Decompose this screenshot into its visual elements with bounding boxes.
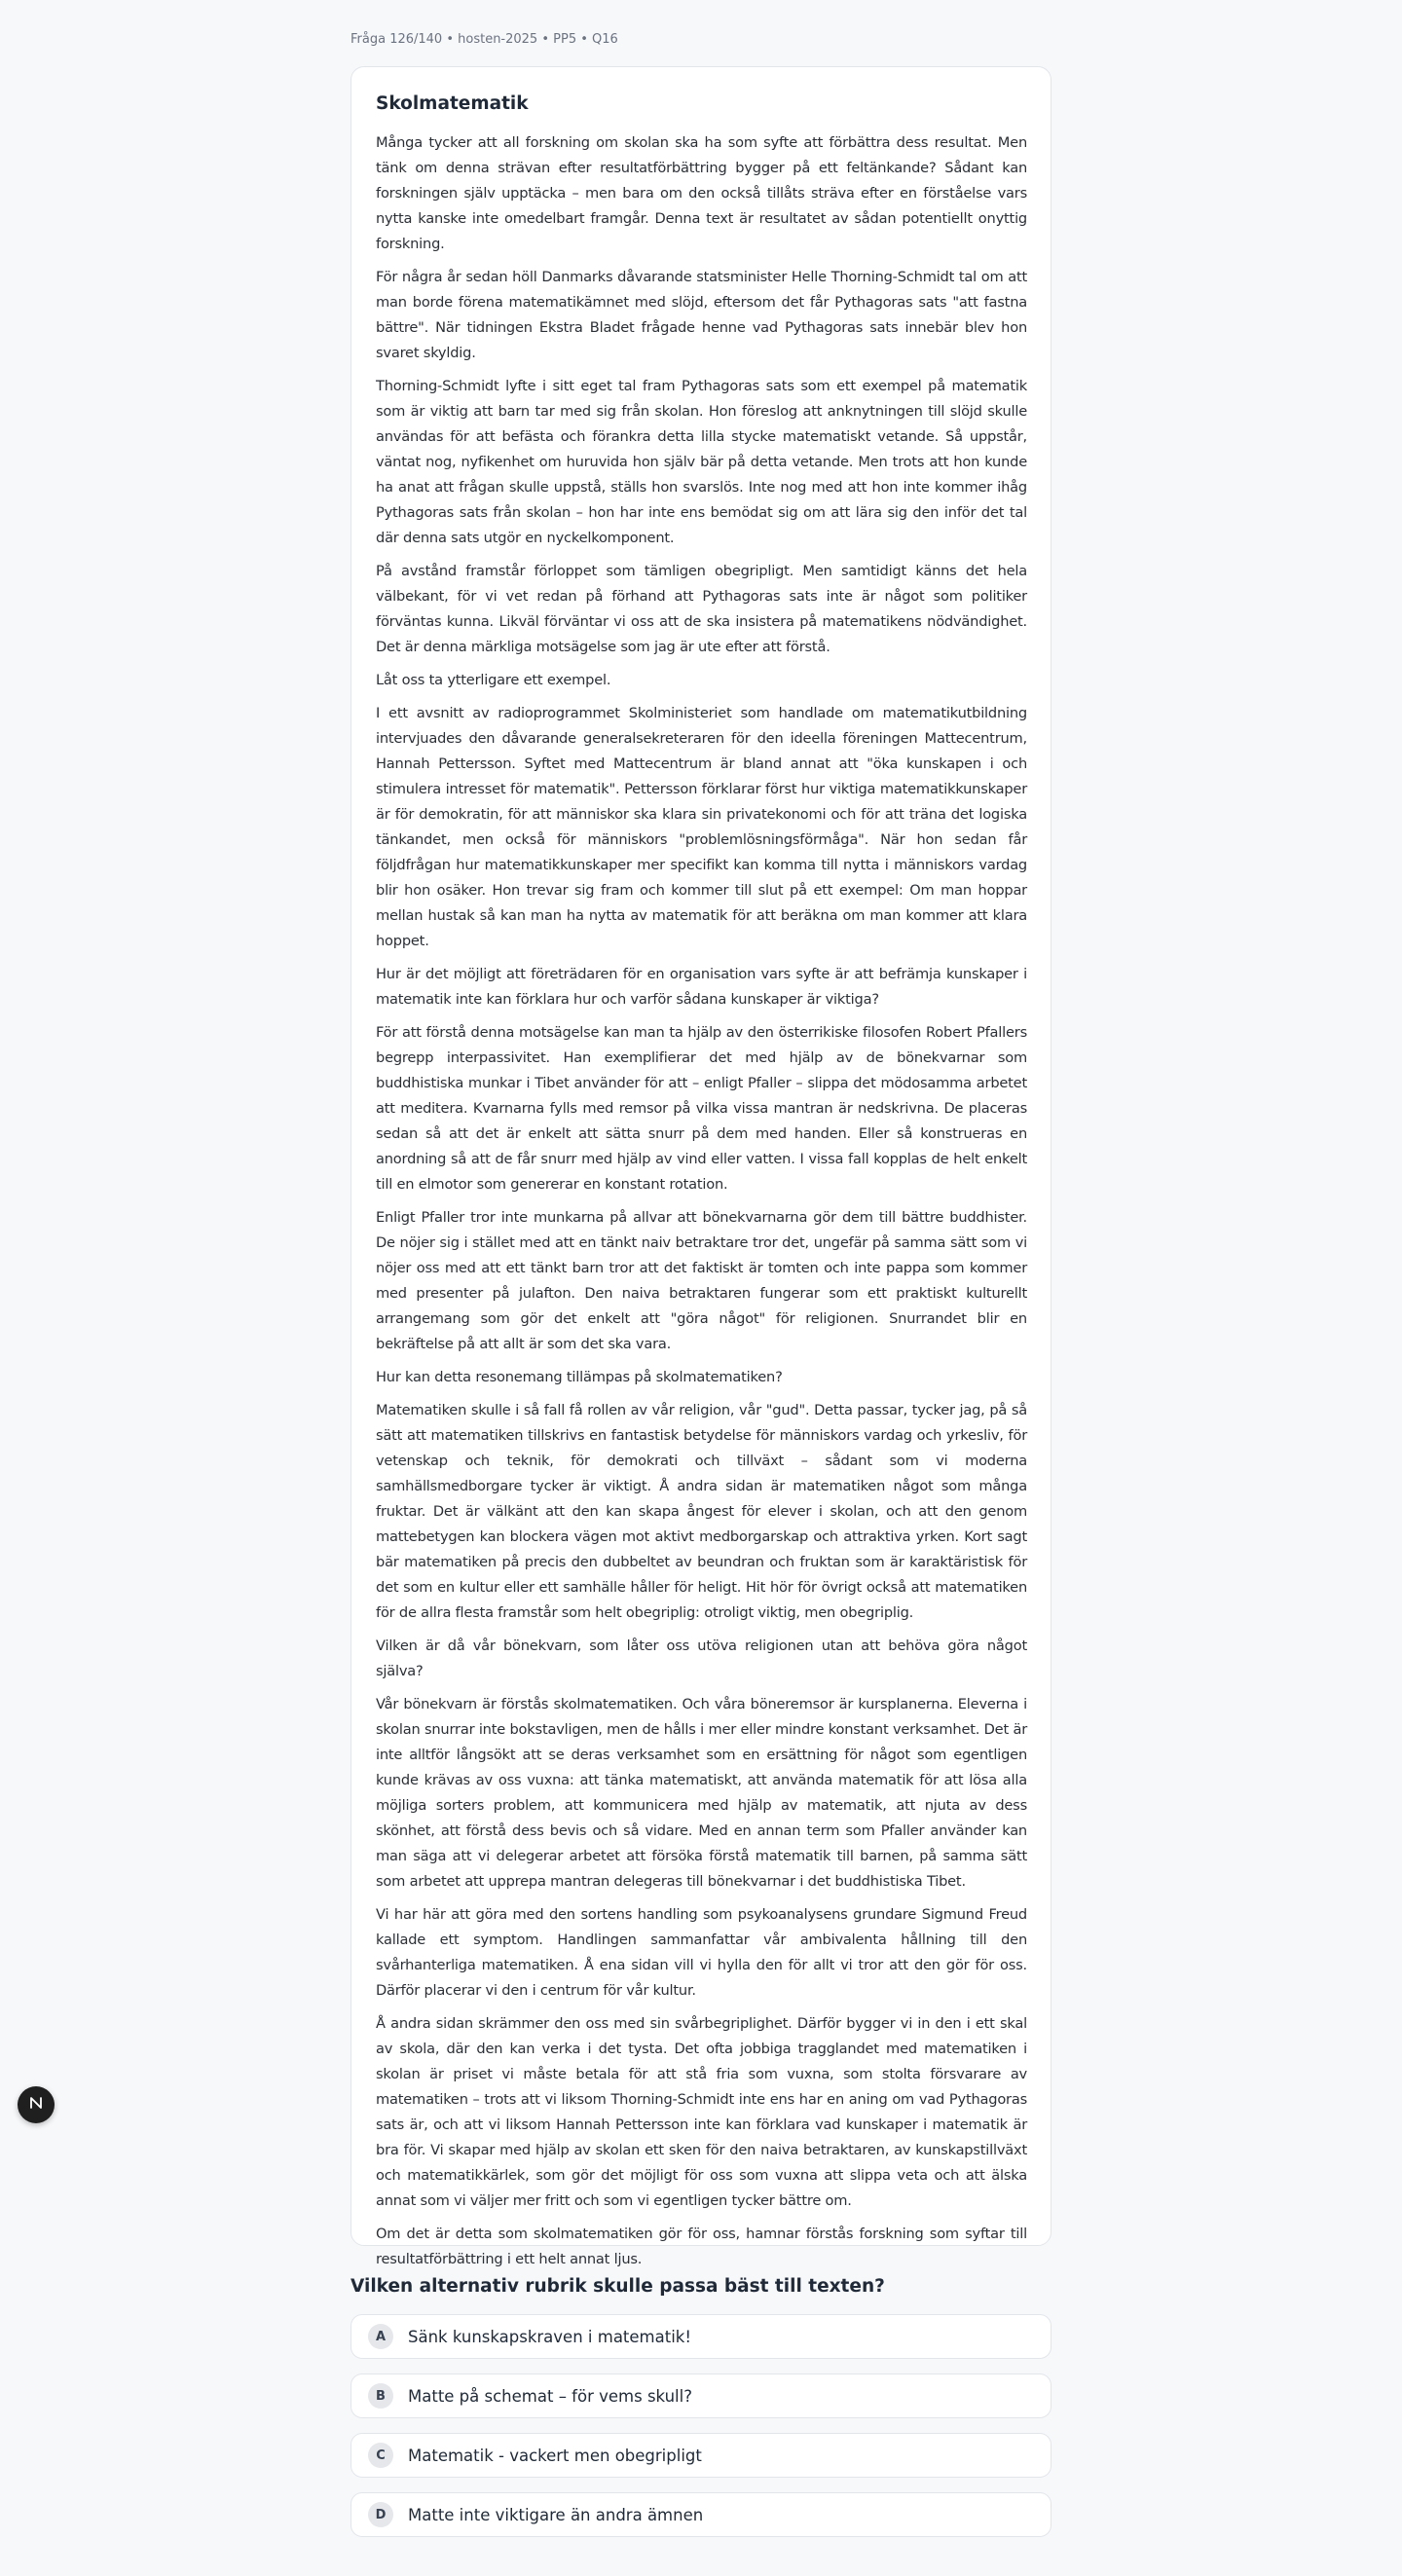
article-paragraph: Låt oss ta ytterligare ett exempel. [376,672,611,688]
article-paragraph: Hur kan detta resonemang tillämpas på skolmatematiken? [376,1369,783,1385]
article-paragraph: Enligt Pfaller tror inte munkarna på allvar att bönekvarnarna gör dem till bättre buddhister. De nöjer sig i stället med att en tänkt naiv betraktare tror det, ungefär på samma sätt som vi nöjer oss med att ett tänkt barn tror att det faktiskt är tomten och inte pappa som kommer med presenter på julafton. Den naiva betraktaren fungerar som ett praktiskt kulturellt arrangemang som gör det enkelt att "göra något" för religionen. Snurrandet blir en bekräftelse på att allt är som det ska vara. [376,1209,1027,1352]
article-paragraph: För några år sedan höll Danmarks dåvarande statsminister Helle Thorning-Schmidt tal om att man borde förena matematikämnet med slöjd, eftersom det får Pythagoras sats "att fastna bättre". När tidningen Ekstra Bladet frågade henne vad Pythagoras sats innebär blev hon svaret skyldig. [376,269,1027,361]
article-paragraph: Matematiken skulle i så fall få rollen av vår religion, vår "gud". Detta passar, tycker jag, på så sätt att matematiken tillskrivs en fantastisk betydelse för människors vardag och yrkesliv, för vetenskap och teknik, för demokrati och tillväxt – sådant som vi moderna samhällsmedborgare tycker är viktigt. Å andra sidan är matematiken något som många fruktar. Det är välkänt att den kan skapa ångest för elever i skolan, och att den genom mattebetygen kan blockera vägen mot aktivt medborgarskap och attraktiva yrken. Kort sagt bär matematiken på precis den dubbeltet av beundran och fruktan som är karaktäristisk för det som en kultur eller ett samhälle håller för heligt. Hit hör för övrigt också att matematiken för de allra flesta framstår som helt obegriplig: otroligt viktig, men obegriplig. [376,1402,1027,1621]
option-label: Matte på schemat – för vems skull? [408,2386,692,2406]
option-letter: C [368,2443,393,2468]
article-paragraph: Å andra sidan skrämmer den oss med sin svårbegriplighet. Därför bygger vi in den i ett skal av skola, där den kan verka i det tysta. Det ofta jobbiga tragglandet med matematiken i skolan är priset vi måste betala för att stå fria som vuxna, som stolta försvarare av matematiken – trots att vi liksom Thorning-Schmidt inte ens har en aning om vad Pythagoras sats är, och att vi liksom Hannah Pettersson inte kan förklara vad kunskaper i matematik är bra för. Vi skapar med hjälp av skolan ett sken för den naiva betraktaren, av kunskapstillväxt och matematikkärlek, som gör det möjligt för oss som vuxna att slippa veta och att älska annat som vi väljer mer fritt och som vi egentligen tycker bättre om. [376,2015,1027,2209]
answer-options [350,2314,1052,2537]
option-label: Matematik - vackert men obegripligt [408,2446,702,2465]
article-paragraph: På avstånd framstår förloppet som tämligen obegripligt. Men samtidigt känns det hela välbekant, för vi vet redan på förhand att Pythagoras sats inte är något som politiker förväntas kunna. Likväl förväntar vi oss att de ska insistera på matematikens nödvändighet. Det är denna märkliga motsägelse som jag är ute efter att förstå. [376,563,1027,655]
article-paragraph: Om det är detta som skolmatematiken gör för oss, hamnar förstås forskning som syftar till resultatförbättring i ett helt annat ljus. [376,2226,1027,2267]
option-c[interactable] [350,2433,1052,2478]
option-label: Matte inte viktigare än andra ämnen [408,2505,704,2524]
article-paragraph: Vilken är då vår bönekvarn, som låter oss utöva religionen utan att behöva göra något själva? [376,1638,1027,1679]
article-body [376,130,1027,2272]
article-paragraph: Vår bönekvarn är förstås skolmatematiken. Och våra böneremsor är kursplanerna. Eleverna i skolan snurrar inte bokstavligen, men de hålls i mer eller mindre konstant verksamhet. Det är inte alltför långsökt att se deras verksamhet som en ersättning för något som egentligen kunde krävas av oss vuxna: att tänka matematiskt, att använda matematik för att lösa alla möjliga sorters problem, att kommunicera med hjälp av matematik, att njuta av dess skönhet, att förstå dess bevis och så vidare. Med en annan term som Pfaller använder kan man säga att vi delegerar arbetet att försöka förstå matematik till barnen, på samma sätt som arbetet att upprepa mantran delegeras till bönekvarnar i det buddhistiska Tibet. [376,1696,1027,1890]
question-text: Vilken alternativ rubrik skulle passa bäst till texten? [350,2276,885,2297]
article-paragraph: Vi har här att göra med den sortens handling som psykoanalysens grundare Sigmund Freud kallade ett symptom. Handlingen sammanfattar vår ambivalenta hållning till den svårhanterliga matematiken. Å ena sidan vill vi hylla den för allt vi tror att den gör för oss. Därför placerar vi den i centrum för vår kultur. [376,1906,1027,1999]
article-paragraph: I ett avsnitt av radioprogrammet Skolministeriet som handlade om matematikutbildning intervjuades den dåvarande generalsekreteraren för den ideella föreningen Mattecentrum, Hannah Pettersson. Syftet med Mattecentrum är bland annat att "öka kunskapen i och stimulera intresset för matematik". Pettersson förklarar först hur viktiga matematikkunskaper är för demokratin, för att människor ska klara sin privatekonomi och för att träna det logiska tänkandet, men också för människors "problemlösningsförmåga". När hon sedan får följdfrågan hur matematikkunskaper mer specifikt kan komma till nytta i människors vardag blir hon osäker. Hon trevar sig fram och kommer till slut på ett exempel: Om man hoppar mellan hustak så kan man ha nytta av matematik för att beräkna om man kommer att klara hoppet. [376,705,1027,949]
option-letter: A [368,2324,393,2349]
option-b[interactable] [350,2374,1052,2418]
article-paragraph: För att förstå denna motsägelse kan man ta hjälp av den österrikiske filosofen Robert Pfallers begrepp interpassivitet. Han exemplifierar det med hjälp av de bönekvarnar som buddhistiska munkar i Tibet använder för att – enligt Pfaller – slippa det mödosamma arbetet att meditera. Kvarnarna fylls med remsor på vilka vissa mantran är nedskrivna. De placeras sedan så att det är enkelt att sätta snurr på dem med handen. Eller så konstrueras en anordning så att de får snurr med hjälp av vind eller vatten. I vissa fall kopplas de helt enkelt till en elmotor som genererar en konstant rotation. [376,1024,1027,1193]
option-d[interactable] [350,2492,1052,2537]
main-column [350,0,1052,2552]
assistant-button[interactable] [18,2086,55,2123]
question-meta: Fråga 126/140 • hosten-2025 • PP5 • Q16 [350,32,618,47]
article-paragraph: Hur är det möjligt att företrädaren för en organisation vars syfte är att befrämja kunskaper i matematik inte kan förklara hur och varför sådana kunskaper är viktiga? [376,966,1027,1008]
option-label: Sänk kunskapskraven i matematik! [408,2327,691,2346]
article-title: Skolmatematik [376,93,529,114]
n-logo-icon [27,2094,45,2116]
article-paragraph: Många tycker att all forskning om skolan ska ha som syfte att förbättra dess resultat. Men tänk om denna strävan efter resultatförbättring bygger på ett feltänkande? Sådant kan forskningen själv upptäcka – men bara om den också tillåts sträva efter en förståelse vars nytta kanske inte omedelbart framgår. Denna text är resultatet av sådan potentiellt onyttig forskning. [376,134,1027,252]
article-paragraph: Thorning-Schmidt lyfte i sitt eget tal fram Pythagoras sats som ett exempel på matematik som är viktig att barn tar med sig från skolan. Hon föreslog att anknytningen till slöjd skulle användas för att befästa och förankra detta lilla stycke matematiskt vetande. Så uppstår, väntat nog, nyfikenhet om huruvida hon själv bär på detta vetande. Men trots att hon kunde ha anat att frågan skulle uppstå, ställs hon svarslös. Inte nog med att hon inte kommer ihåg Pythagoras sats från skolan – hon har inte ens bemödat sig om att lära sig den inför det tal där denna sats utgör en nyckelkomponent. [376,378,1027,546]
article-card [350,66,1052,2267]
option-letter: D [368,2502,393,2527]
option-letter: B [368,2383,393,2409]
option-a[interactable] [350,2314,1052,2359]
